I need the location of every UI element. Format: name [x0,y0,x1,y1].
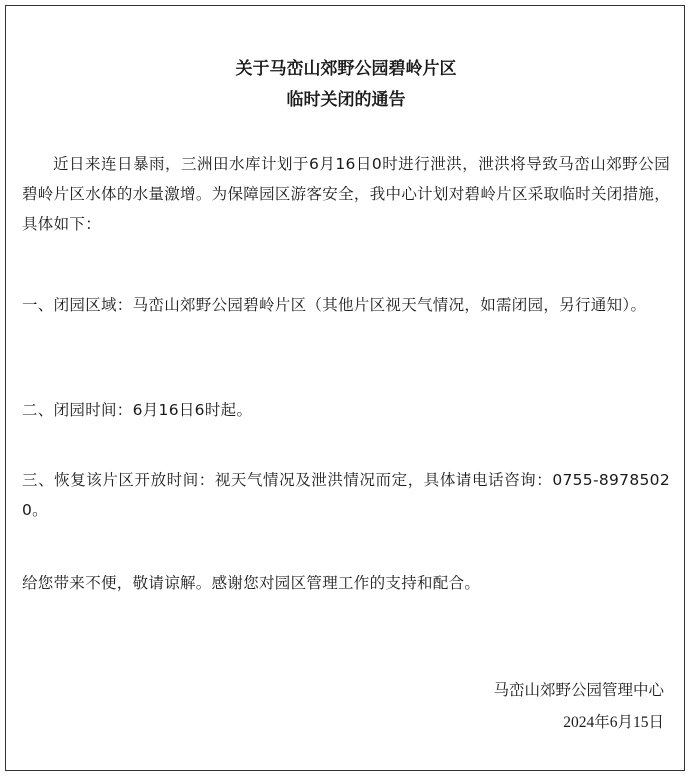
issuer-signature: 马峦山郊野公园管理中心 [493,681,664,699]
closure-time-item: 二、闭园时间：6月16日6时起。 [22,401,253,419]
notice-title-line1: 关于马峦山郊野公园碧岭片区 [235,59,457,79]
intro-paragraph: 近日来连日暴雨，三洲田水库计划于6月16日0时进行泄洪，泄洪将导致马峦山郊野公园碧岭片区水体的水量激增。为保障园区游客安全，我中心计划对碧岭片区采取临时关闭措施，具体如下： [22,155,670,233]
notice-border [5,5,685,771]
closure-area-item: 一、闭园区域：马峦山郊野公园碧岭片区（其他片区视天气情况，如需闭园，另行通知）。 [22,296,647,314]
reopen-time-item: 三、恢复该片区开放时间：视天气情况及泄洪情况而定，具体请电话咨询：0755-89785020。 [22,471,670,519]
issue-date: 2024年6月15日 [563,714,664,731]
notice-title-line2: 临时关闭的通告 [286,90,406,110]
thanks-paragraph: 给您带来不便，敬请谅解。感谢您对园区管理工作的支持和配合。 [22,574,481,592]
